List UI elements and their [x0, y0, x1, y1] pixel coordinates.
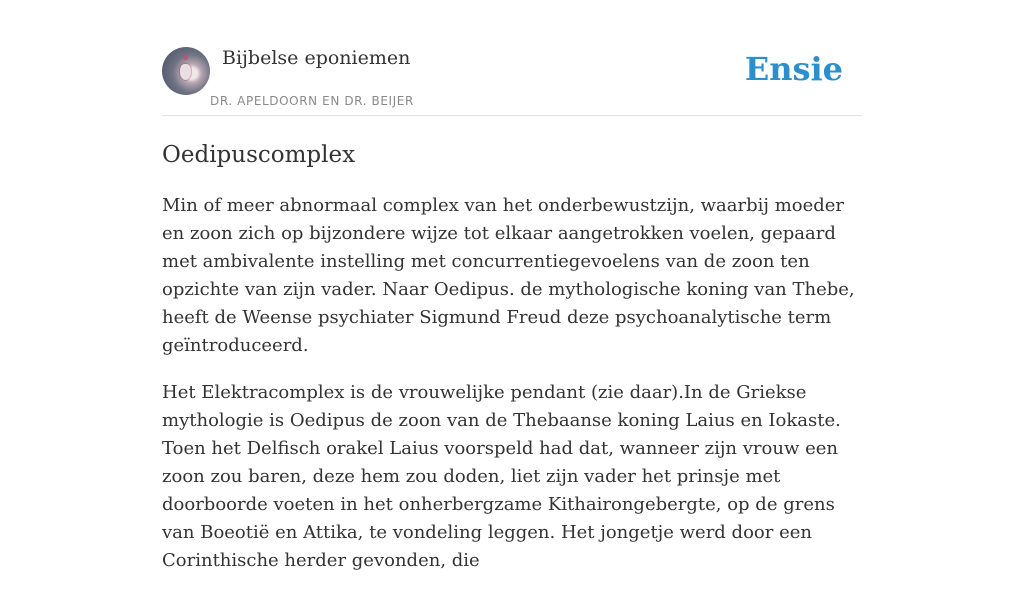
book-title[interactable]: Bijbelse eponiemen	[222, 47, 411, 69]
body-paragraph: Het Elektracomplex is de vrouwelijke pendant (zie daar).In de Griekse mythologie is Oedipus de zoon van de Thebaanse koning Laius en Iokaste. Toen het Delfisch orakel Laius voorspeld had dat, wanneer zijn vrouw een zoon zou baren, deze hem zou doden, liet zijn vader het prinsje met doorboorde voeten in het onherbergzame Kithairongebergte, op de grens van Boeotië en Attika, te vondeling leggen. Het jongetje werd door een Corinthische herder gevonden, die	[162, 382, 841, 571]
cover-detail-dot	[183, 55, 188, 60]
entry-title: Oedipuscomplex	[162, 142, 356, 168]
ensie-logo[interactable]: Ensie	[744, 50, 843, 88]
page-container	[162, 0, 862, 571]
body-paragraph: Min of meer abnormaal complex van het onderbewustzijn, waarbij moeder en zoon zich op bijzondere wijze tot elkaar aangetrokken voelen, gepaard met ambivalente instelling met concurrentiegevoelens van de zoon ten opzichte van zijn vader. Naar Oedipus. de mythologische koning van Thebe, heeft de Weense psychiater Sigmund Freud deze psychoanalytische term geïntroduceerd.	[162, 195, 855, 356]
header	[162, 0, 862, 116]
book-cover-icon[interactable]	[162, 47, 193, 95]
book-authors: DR. APELDOORN EN DR. BEIJER	[210, 94, 414, 108]
entry-body	[162, 192, 862, 594]
cover-detail-figure	[180, 64, 191, 80]
